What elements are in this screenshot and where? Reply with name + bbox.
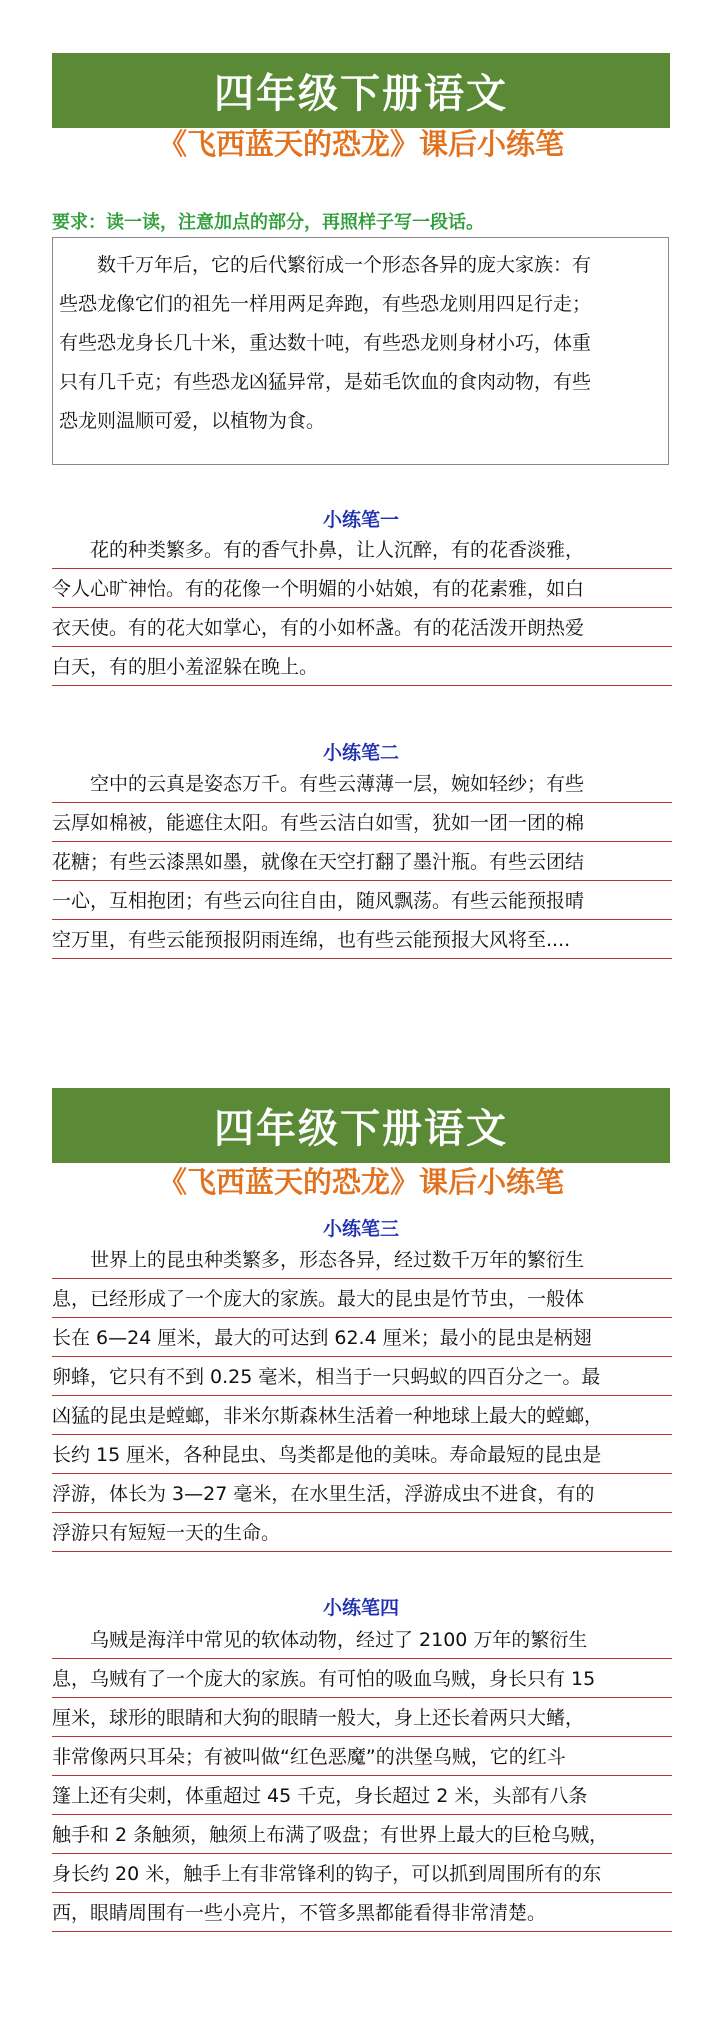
text-line: 衣天使。有的花大如掌心，有的小如杯盏。有的花活泼开朗热爱 bbox=[52, 610, 672, 647]
requirement-text: 要求：读一读，注意加点的部分，再照样子写一段话。 bbox=[52, 212, 484, 233]
text-line: 长约 15 厘米，各种昆虫、鸟类都是他的美味。寿命最短的昆虫是 bbox=[52, 1437, 672, 1474]
text-line: 数千万年后，它的后代繁衍成一个形态各异的庞大家族：有 bbox=[59, 254, 592, 276]
text-line: 一心，互相抱团；有些云向往自由，随风飘荡。有些云能预报晴 bbox=[52, 883, 672, 920]
text-line: 浮游，体长为 3—27 毫米，在水里生活，浮游成虫不进食，有的 bbox=[52, 1476, 672, 1513]
exercise-passage bbox=[52, 1242, 672, 1554]
text-line: 西，眼睛周围有一些小亮片，不管多黑都能看得非常清楚。 bbox=[52, 1895, 672, 1932]
text-line: 息，已经形成了一个庞大的家族。最大的昆虫是竹节虫，一般体 bbox=[52, 1281, 672, 1318]
text-line: 恐龙则温顺可爱，以植物为食。 bbox=[59, 410, 326, 432]
text-line: 凶猛的昆虫是螳螂，非米尔斯森林生活着一种地球上最大的螳螂， bbox=[52, 1398, 672, 1435]
text-line: 身长约 20 米，触手上有非常锋利的钩子，可以抓到周围所有的东 bbox=[52, 1856, 672, 1893]
lesson-subtitle: 《飞西蓝天的恐龙》课后小练笔 bbox=[157, 127, 564, 161]
exercise-heading: 小练笔四 bbox=[322, 1597, 399, 1619]
text-line: 乌贼是海洋中常见的软体动物，经过了 2100 万年的繁衍生 bbox=[52, 1622, 672, 1659]
text-line: 花糖；有些云漆黑如墨，就像在天空打翻了墨汁瓶。有些云团结 bbox=[52, 844, 672, 881]
text-line: 触手和 2 条触须，触须上布满了吸盘；有世界上最大的巨枪乌贼， bbox=[52, 1817, 672, 1854]
text-line: 空中的云真是姿态万千。有些云薄薄一层，婉如轻纱；有些 bbox=[52, 766, 672, 803]
exercise-passage bbox=[52, 532, 672, 688]
banner-title: 四年级下册语文 bbox=[52, 53, 670, 128]
text-line: 非常像两只耳朵；有被叫做“红色恶魔”的洪堡乌贼，它的红斗 bbox=[52, 1739, 672, 1776]
text-line: 只有几千克；有些恐龙凶猛异常，是茹毛饮血的食肉动物，有些 bbox=[59, 371, 592, 393]
exercise-heading: 小练笔一 bbox=[322, 509, 399, 531]
text-line: 厘米，球形的眼睛和大狗的眼睛一般大，身上还长着两只大鳍， bbox=[52, 1700, 672, 1737]
text-line: 浮游只有短短一天的生命。 bbox=[52, 1515, 672, 1552]
exercise-passage bbox=[52, 766, 672, 961]
text-line: 花的种类繁多。有的香气扑鼻，让人沉醉，有的花香淡雅， bbox=[52, 532, 672, 569]
text-line: 长在 6—24 厘米，最大的可达到 62.4 厘米；最小的昆虫是柄翅 bbox=[52, 1320, 672, 1357]
text-line: 云厚如棉被，能遮住太阳。有些云洁白如雪，犹如一团一团的棉 bbox=[52, 805, 672, 842]
text-line: 世界上的昆虫种类繁多，形态各异，经过数千万年的繁衍生 bbox=[52, 1242, 672, 1279]
lesson-subtitle: 《飞西蓝天的恐龙》课后小练笔 bbox=[157, 1165, 564, 1199]
model-passage bbox=[59, 246, 662, 441]
text-line: 空万里，有些云能预报阴雨连绵，也有些云能预报大风将至.... bbox=[52, 922, 672, 959]
text-line: 息，乌贼有了一个庞大的家族。有可怕的吸血乌贼，身长只有 15 bbox=[52, 1661, 672, 1698]
text-line: 卵蜂，它只有不到 0.25 毫米，相当于一只蚂蚁的四百分之一。最 bbox=[52, 1359, 672, 1396]
text-line: 有些恐龙身长几十米，重达数十吨，有些恐龙则身材小巧，体重 bbox=[59, 332, 592, 354]
text-line: 白天，有的胆小羞涩躲在晚上。 bbox=[52, 649, 672, 686]
exercise-heading: 小练笔三 bbox=[322, 1218, 399, 1240]
banner-title: 四年级下册语文 bbox=[52, 1088, 670, 1163]
text-line: 篷上还有尖刺，体重超过 45 千克，身长超过 2 米，头部有八条 bbox=[52, 1778, 672, 1815]
exercise-heading: 小练笔二 bbox=[322, 742, 399, 764]
exercise-passage bbox=[52, 1622, 672, 1934]
text-line: 些恐龙像它们的祖先一样用两足奔跑，有些恐龙则用四足行走； bbox=[59, 293, 592, 315]
text-line: 令人心旷神怡。有的花像一个明媚的小姑娘，有的花素雅，如白 bbox=[52, 571, 672, 608]
model-passage-box bbox=[52, 237, 669, 465]
